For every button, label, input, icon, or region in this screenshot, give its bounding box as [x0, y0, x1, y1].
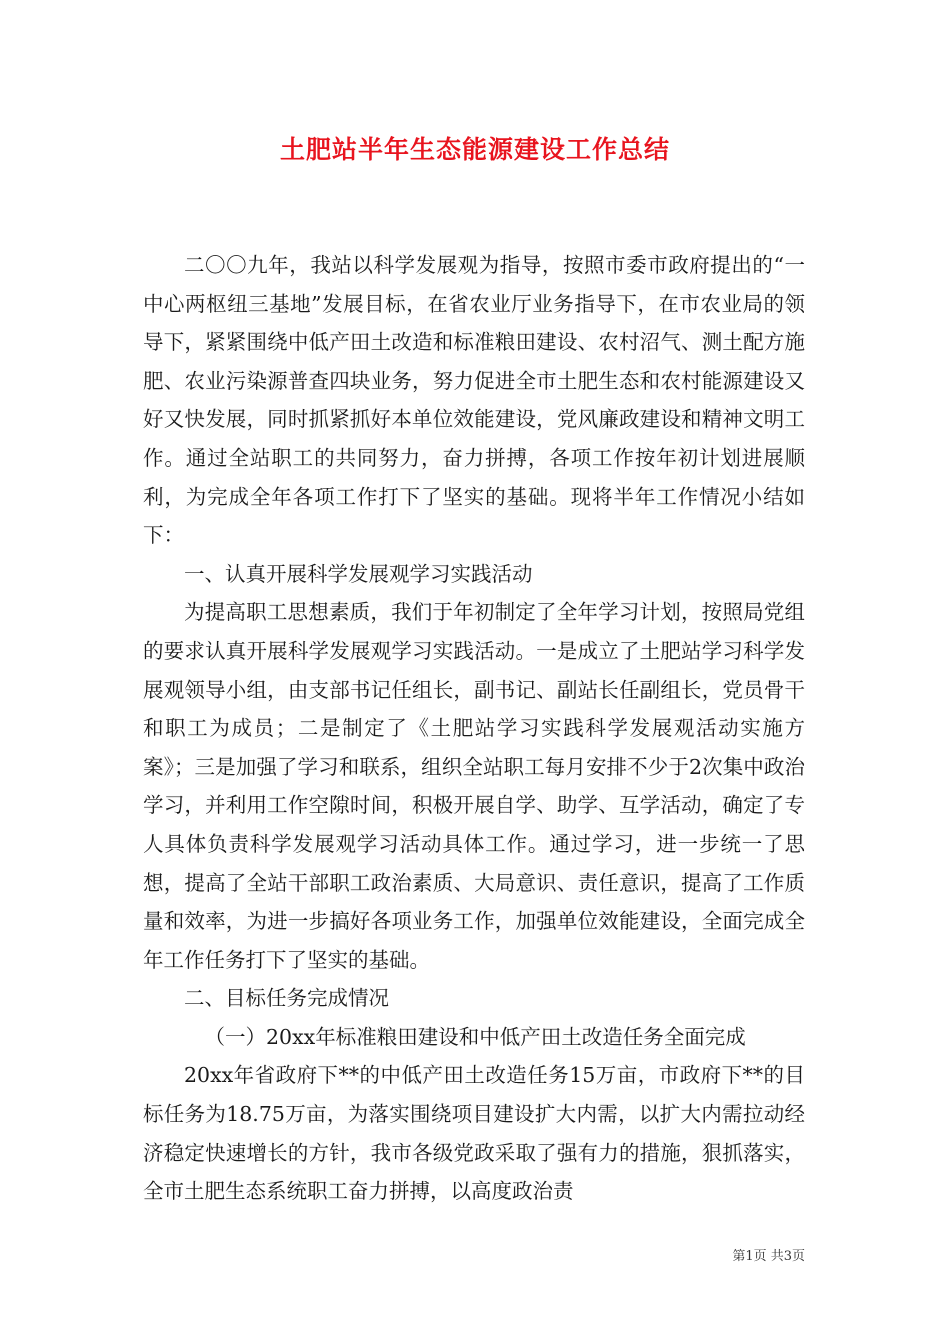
document-body	[143, 246, 805, 1211]
section-heading-1: 一、认真开展科学发展观学习实践活动	[184, 561, 533, 586]
subsection-heading-1: （一）20xx年标准粮田建设和中低产田土改造任务全面完成	[204, 1024, 746, 1049]
section-heading-2: 二、目标任务完成情况	[184, 986, 389, 1011]
page-number: 第1页 共3页	[732, 1249, 805, 1264]
intro-paragraph: 二〇〇九年，我站以科学发展观为指导，按照市委市政府提出的“一中心两枢纽三基地”发展目标，在省农业厅业务指导下，在市农业局的领导下，紧紧围绕中低产田土改造和标准粮田建设、农村沼气、测土配方施肥、农业污染源普查四块业务，努力促进全市土肥生态和农村能源建设又好又快发展，同时抓紧抓好本单位效能建设，党风廉政建设和精神文明工作。通过全站职工的共同努力，奋力拼搏，各项工作按年初计划进展顺利，为完成全年各项工作打下了坚实的基础。现将半年工作情况小结如下：	[143, 253, 805, 548]
section-1-paragraph: 为提高职工思想素质，我们于年初制定了全年学习计划，按照局党组的要求认真开展科学发展观学习实践活动。一是成立了土肥站学习科学发展观领导小组，由支部书记任组长，副书记、副站长任副组长，党员骨干和职工为成员；二是制定了《土肥站学习实践科学发展观活动实施方案》；三是加强了学习和联系，组织全站职工每月安排不少于2次集中政治学习，并利用工作空隙时间，积极开展自学、助学、互学活动，确定了专人具体负责科学发展观学习活动具体工作。通过学习，进一步统一了思想，提高了全站干部职工政治素质、大局意识、责任意识，提高了工作质量和效率，为进一步搞好各项业务工作，加强单位效能建设，全面完成全年工作任务打下了坚实的基础。	[143, 600, 805, 972]
subsection-1-paragraph: 20xx年省政府下**的中低产田土改造任务15万亩，市政府下**的目标任务为18.75万亩，为落实围绕项目建设扩大内需，以扩大内需拉动经济稳定快速增长的方针，我市各级党政采取了强有力的措施，狠抓落实，全市土肥生态系统职工奋力拼搏，以高度政治责	[143, 1063, 805, 1204]
document-title: 土肥站半年生态能源建设工作总结	[279, 135, 670, 164]
